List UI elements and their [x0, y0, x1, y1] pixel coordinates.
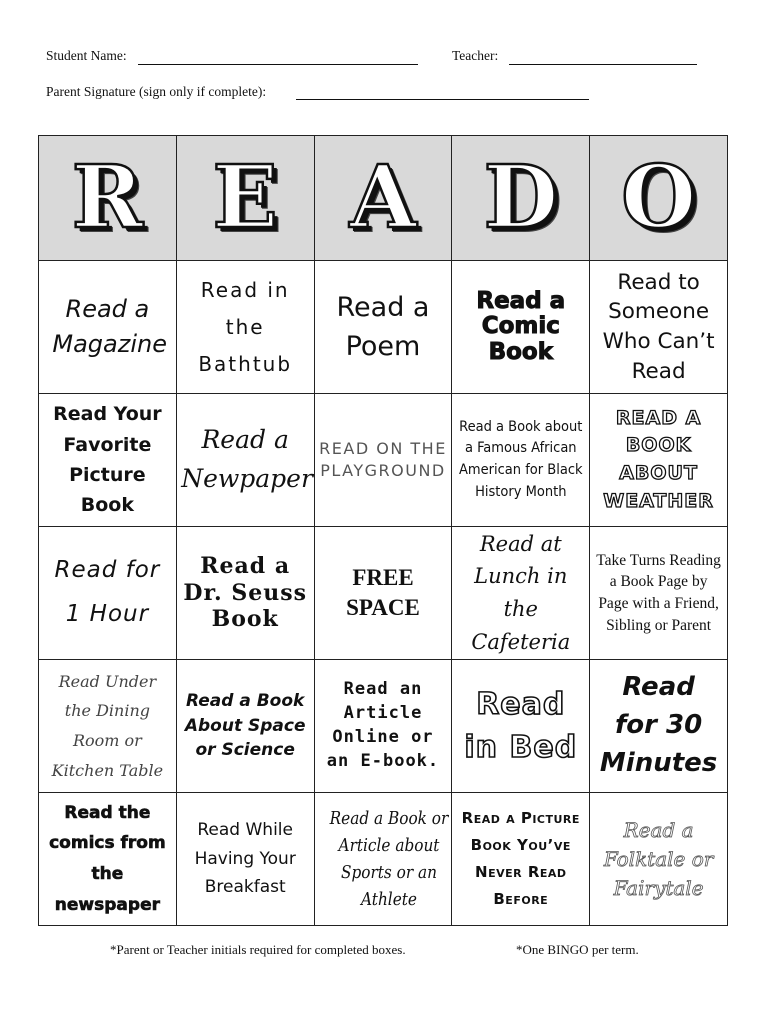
square-text: READ A BOOK ABOUT WEATHER [603, 406, 714, 512]
square-text: Read Your Favorite Picture Book [53, 403, 162, 517]
square-text: Read in Bed [464, 686, 578, 765]
footer-note-bingo: *One BINGO per term. [516, 942, 639, 957]
square-text: Read Under the Dining Room or Kitchen Table [51, 671, 164, 780]
board-square[interactable] [590, 793, 728, 926]
square-text: Read for 30 Minutes [599, 672, 718, 778]
parent-signature-label: Parent Signature (sign only if complete): [46, 84, 267, 99]
board-square[interactable] [314, 394, 452, 527]
square-text: Read a Comic Book [476, 288, 566, 365]
board-square[interactable] [452, 527, 590, 660]
square-text: Read a Magazine [52, 295, 167, 358]
student-name-field[interactable] [138, 64, 418, 65]
board-row [39, 394, 728, 527]
footer-note-initials: *Parent or Teacher initials required for completed boxes. [110, 942, 406, 957]
title-letter-cell [590, 136, 728, 261]
board-square[interactable] [452, 793, 590, 926]
board-square[interactable] [176, 793, 314, 926]
board-square[interactable] [39, 394, 177, 527]
title-letter: E [212, 147, 278, 248]
title-letter-cell [452, 136, 590, 261]
square-text: Read in the Bathtub [198, 277, 293, 376]
square-text: Read a Newpaper [181, 425, 313, 493]
board-square[interactable] [314, 793, 452, 926]
board-square[interactable] [314, 660, 452, 793]
student-name-label: Student Name: [46, 48, 127, 63]
board-square[interactable] [176, 660, 314, 793]
board-square[interactable] [590, 394, 728, 527]
title-letter-cell [176, 136, 314, 261]
board-square[interactable] [39, 527, 177, 660]
title-letter-cell [314, 136, 452, 261]
board-row [39, 660, 728, 793]
square-text: Read While Having Your Breakfast [194, 819, 296, 898]
board-square[interactable] [39, 261, 177, 394]
board-square[interactable] [176, 261, 314, 394]
square-text: FREE SPACE [346, 565, 420, 620]
board-row [39, 793, 728, 926]
board-row [39, 527, 728, 660]
square-text: Read a Picture Book You’ve Never Read Before [461, 809, 580, 908]
board-square[interactable] [314, 527, 452, 660]
teacher-field[interactable] [509, 64, 697, 65]
board-square[interactable] [314, 261, 452, 394]
title-letter: O [621, 147, 697, 248]
title-letter: R [71, 147, 144, 248]
teacher-label: Teacher: [452, 48, 499, 63]
board-square[interactable] [452, 660, 590, 793]
title-letter: A [349, 147, 417, 248]
title-letter-cell [39, 136, 177, 261]
square-text: Read to Someone Who Can’t Read [602, 269, 715, 384]
title-letter: D [483, 147, 559, 248]
square-text: Take Turns Reading a Book Page by Page with a Friend, Sibling or Parent [596, 551, 721, 634]
square-text: Read at Lunch in the Cafeteria [471, 531, 571, 654]
title-row [39, 136, 728, 261]
square-text: READ ON THE PLAYGROUND [319, 439, 447, 480]
square-text: Read a Folktale or Fairytale [603, 817, 714, 900]
square-text: Read for 1 Hour [54, 557, 161, 627]
square-text: Read a Book or Article about Sports or an Athlete [329, 808, 448, 910]
parent-signature-field[interactable] [296, 99, 589, 100]
board-square[interactable] [590, 261, 728, 394]
board-square[interactable] [176, 394, 314, 527]
board-square[interactable] [39, 793, 177, 926]
board-square[interactable] [452, 394, 590, 527]
board-row [39, 261, 728, 394]
square-text: Read a Book About Space or Science [184, 691, 306, 761]
board-square[interactable] [176, 527, 314, 660]
reado-board [38, 135, 728, 926]
board-square[interactable] [590, 527, 728, 660]
square-text: Read a Poem [336, 291, 430, 362]
square-text: Read a Book about a Famous African American for Black History Month [458, 418, 583, 500]
square-text: Read an Article Online or an E-book. [326, 679, 440, 771]
board-square[interactable] [590, 660, 728, 793]
square-text: Read a Dr. Seuss Book [183, 553, 307, 633]
board-square[interactable] [39, 660, 177, 793]
square-text: Read the comics from the newspaper [49, 802, 166, 915]
board-square[interactable] [452, 261, 590, 394]
